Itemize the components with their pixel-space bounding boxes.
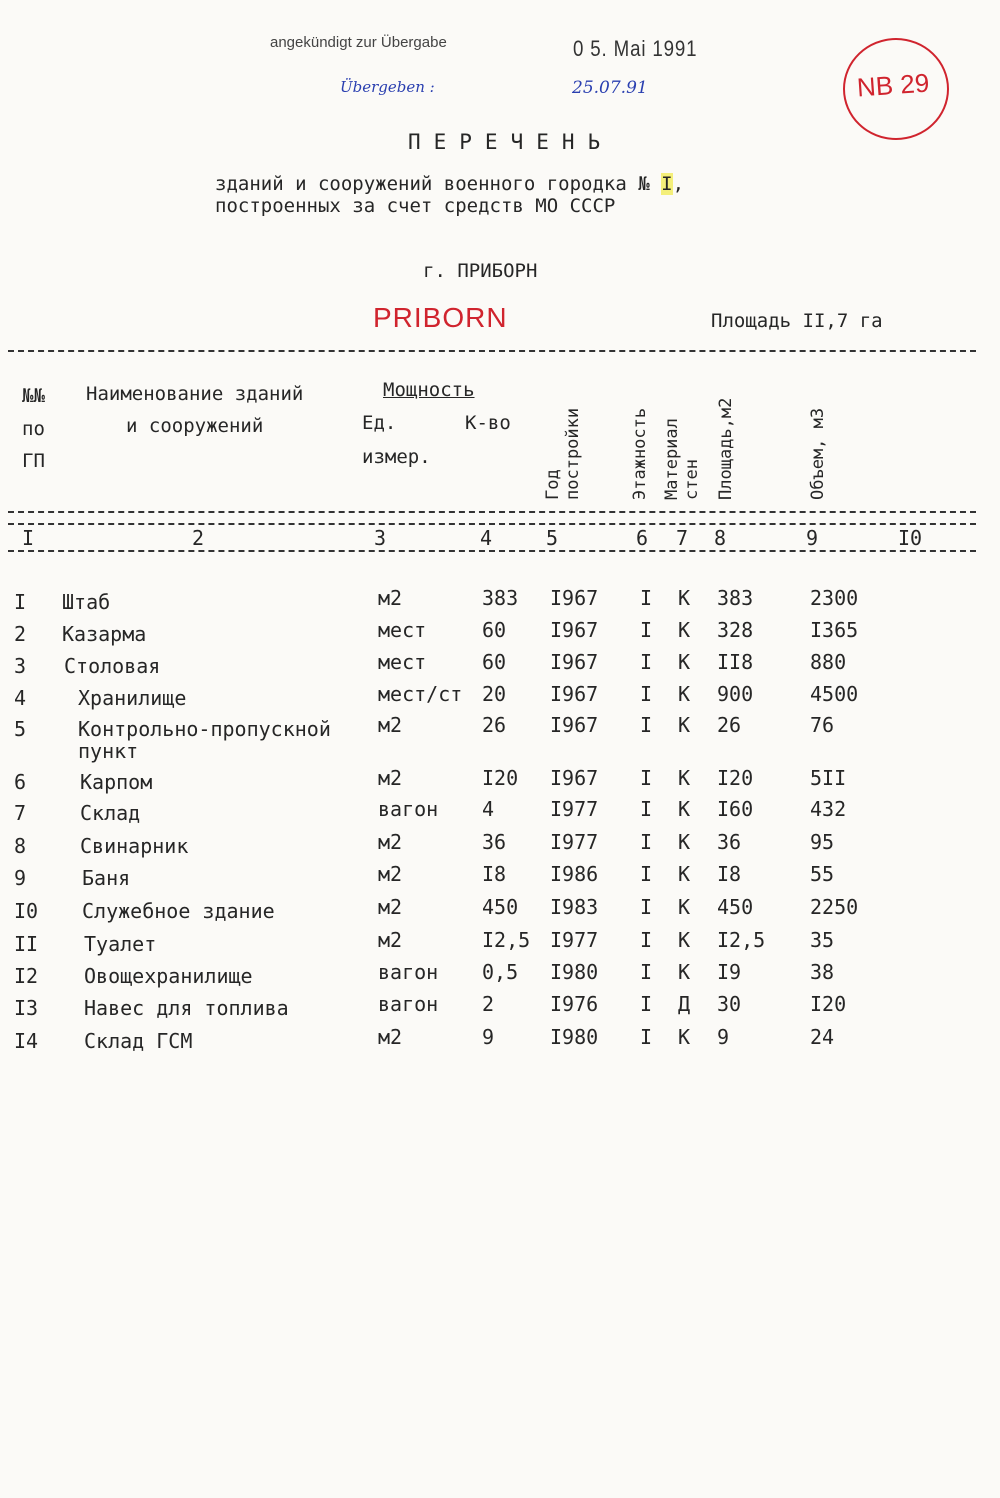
row-year: I977	[550, 830, 599, 854]
row-walls: К	[678, 960, 691, 984]
row-floors: I	[640, 960, 653, 984]
handed-over-label: Übergeben :	[340, 78, 435, 96]
row-unit: мест	[378, 650, 427, 674]
row-name: Навес для топлива	[84, 996, 289, 1020]
row-walls: К	[678, 682, 691, 706]
row-qty: I20	[482, 766, 519, 790]
row-year: I967	[550, 682, 599, 706]
column-number: I	[22, 526, 35, 550]
row-volume: 35	[810, 928, 835, 952]
row-unit: м2	[378, 928, 403, 952]
row-walls: Д	[678, 992, 691, 1016]
row-area: I9	[717, 960, 742, 984]
row-floors: I	[640, 766, 653, 790]
row-name: Служебное здание	[82, 899, 275, 923]
row-year: I976	[550, 992, 599, 1016]
row-year: I967	[550, 650, 599, 674]
row-volume: 4500	[810, 682, 859, 706]
row-walls: К	[678, 586, 691, 610]
city-name: г. ПРИБОРН	[423, 260, 538, 282]
column-number: 2	[192, 526, 205, 550]
col-volume-header: Объем, м3	[808, 407, 828, 500]
row-number: I2	[14, 964, 39, 988]
col-unit-header-1: Ед.	[362, 412, 397, 434]
row-floors: I	[640, 650, 653, 674]
row-walls: К	[678, 650, 691, 674]
col-capacity-header: Мощность	[383, 379, 475, 401]
handed-over-date: 25.07.91	[572, 78, 648, 98]
column-number-rule	[8, 550, 976, 552]
row-area: 450	[717, 895, 754, 919]
col-num-header-2: по	[22, 418, 45, 440]
row-floors: I	[640, 992, 653, 1016]
row-qty: 450	[482, 895, 519, 919]
row-area: I20	[717, 766, 754, 790]
row-floors: I	[640, 586, 653, 610]
row-year: I986	[550, 862, 599, 886]
column-number: 3	[374, 526, 387, 550]
row-number: 5	[14, 717, 27, 741]
row-name: Баня	[82, 866, 131, 890]
row-area: 36	[717, 830, 742, 854]
row-number: I0	[14, 899, 39, 923]
row-walls: К	[678, 830, 691, 854]
header-rule-upper	[8, 511, 976, 513]
archive-code: NB 29	[856, 67, 931, 103]
row-volume: 2250	[810, 895, 859, 919]
row-name: Карпом	[80, 770, 153, 794]
col-floors-header: Этажность	[630, 407, 650, 500]
row-volume: 95	[810, 830, 835, 854]
row-number: 4	[14, 686, 27, 710]
row-number: I	[14, 590, 27, 614]
row-unit: вагон	[378, 992, 439, 1016]
column-number: 6	[636, 526, 649, 550]
row-number: I4	[14, 1029, 39, 1053]
row-walls: К	[678, 862, 691, 886]
row-name: Хранилище	[78, 686, 187, 710]
row-qty: 4	[482, 797, 495, 821]
row-number: II	[14, 932, 39, 956]
row-name: Овощехранилище	[84, 964, 253, 988]
row-area: 383	[717, 586, 754, 610]
row-qty: I2,5	[482, 928, 531, 952]
row-unit: м2	[378, 766, 403, 790]
row-qty: 60	[482, 650, 507, 674]
row-volume: 880	[810, 650, 847, 674]
row-area: 328	[717, 618, 754, 642]
row-volume: 432	[810, 797, 847, 821]
row-volume: 76	[810, 713, 835, 737]
row-number: 6	[14, 770, 27, 794]
row-area: I60	[717, 797, 754, 821]
row-qty: 9	[482, 1025, 495, 1049]
row-qty: 26	[482, 713, 507, 737]
row-floors: I	[640, 862, 653, 886]
column-number: 4	[480, 526, 493, 550]
row-volume: 5II	[810, 766, 847, 790]
row-name: Контрольно-пропускной	[78, 717, 331, 741]
announcement-stamp: angekündigt zur Übergabe	[270, 34, 447, 51]
highlighted-number: I	[661, 173, 673, 195]
col-num-header-3: ГП	[22, 450, 45, 472]
row-walls: К	[678, 928, 691, 952]
row-qty: I8	[482, 862, 507, 886]
row-number: 3	[14, 654, 27, 678]
row-unit: м2	[378, 895, 403, 919]
row-area: I2,5	[717, 928, 766, 952]
row-volume: 24	[810, 1025, 835, 1049]
row-volume: I365	[810, 618, 859, 642]
row-name: Склад	[80, 801, 141, 825]
subtitle-line-1: зданий и сооружений военного городка № I,	[215, 173, 685, 195]
row-floors: I	[640, 895, 653, 919]
row-name: Столовая	[64, 654, 161, 678]
subtitle-line-2: построенных за счет средств МО СССР	[215, 195, 616, 217]
col-name-header-2: и сооружений	[126, 415, 264, 437]
column-number: 5	[546, 526, 559, 550]
row-area: 900	[717, 682, 754, 706]
row-year: I977	[550, 928, 599, 952]
row-name: Туалет	[84, 932, 157, 956]
table-top-rule	[8, 350, 976, 352]
row-walls: К	[678, 766, 691, 790]
row-unit: м2	[378, 1025, 403, 1049]
row-number: I3	[14, 996, 39, 1020]
city-handwritten: PRIBORN	[373, 302, 508, 333]
row-year: I967	[550, 586, 599, 610]
row-qty: 20	[482, 682, 507, 706]
row-name: Свинарник	[80, 834, 189, 858]
row-unit: м2	[378, 586, 403, 610]
row-area: I8	[717, 862, 742, 886]
col-year-header: Год постройки	[543, 407, 583, 500]
row-volume: 2300	[810, 586, 859, 610]
row-unit: вагон	[378, 797, 439, 821]
row-floors: I	[640, 618, 653, 642]
row-floors: I	[640, 797, 653, 821]
col-area-header: Площадь,м2	[716, 397, 736, 500]
row-number: 7	[14, 801, 27, 825]
row-year: I977	[550, 797, 599, 821]
row-year: I967	[550, 766, 599, 790]
row-qty: 2	[482, 992, 495, 1016]
row-qty: 60	[482, 618, 507, 642]
row-walls: К	[678, 1025, 691, 1049]
col-name-header-1: Наименование зданий	[86, 383, 304, 405]
col-unit-header-2: измер.	[362, 446, 431, 468]
row-number: 8	[14, 834, 27, 858]
column-number: I0	[898, 526, 923, 550]
column-number: 9	[806, 526, 819, 550]
row-area: 9	[717, 1025, 730, 1049]
row-year: I980	[550, 1025, 599, 1049]
row-name: Казарма	[62, 622, 147, 646]
row-unit: вагон	[378, 960, 439, 984]
row-unit: м2	[378, 713, 403, 737]
col-num-header-1: №№	[22, 385, 45, 407]
column-number: 8	[714, 526, 727, 550]
row-unit: м2	[378, 862, 403, 886]
row-unit: мест	[378, 618, 427, 642]
row-name-continued: пункт	[78, 739, 139, 763]
row-floors: I	[640, 682, 653, 706]
row-number: 9	[14, 866, 27, 890]
col-walls-header: Материал стен	[662, 418, 702, 500]
row-unit: мест/ст	[378, 682, 463, 706]
total-area: Площадь II,7 га	[711, 310, 883, 332]
row-volume: I20	[810, 992, 847, 1016]
row-name: Склад ГСМ	[84, 1029, 193, 1053]
header-rule-lower	[8, 523, 976, 525]
row-qty: 0,5	[482, 960, 519, 984]
row-qty: 36	[482, 830, 507, 854]
row-unit: м2	[378, 830, 403, 854]
row-floors: I	[640, 713, 653, 737]
row-area: II8	[717, 650, 754, 674]
row-name: Штаб	[62, 590, 111, 614]
row-year: I967	[550, 713, 599, 737]
row-year: I967	[550, 618, 599, 642]
row-floors: I	[640, 1025, 653, 1049]
row-year: I980	[550, 960, 599, 984]
row-area: 26	[717, 713, 742, 737]
row-year: I983	[550, 895, 599, 919]
row-volume: 55	[810, 862, 835, 886]
row-volume: 38	[810, 960, 835, 984]
document-title: ПЕРЕЧЕНЬ	[408, 130, 614, 154]
row-walls: К	[678, 618, 691, 642]
col-qty-header: К-во	[465, 412, 511, 434]
date-stamp: 0 5. Mai 1991	[573, 36, 698, 61]
row-area: 30	[717, 992, 742, 1016]
row-number: 2	[14, 622, 27, 646]
row-qty: 383	[482, 586, 519, 610]
row-floors: I	[640, 830, 653, 854]
row-walls: К	[678, 797, 691, 821]
row-walls: К	[678, 713, 691, 737]
column-number: 7	[676, 526, 689, 550]
row-walls: К	[678, 895, 691, 919]
row-floors: I	[640, 928, 653, 952]
